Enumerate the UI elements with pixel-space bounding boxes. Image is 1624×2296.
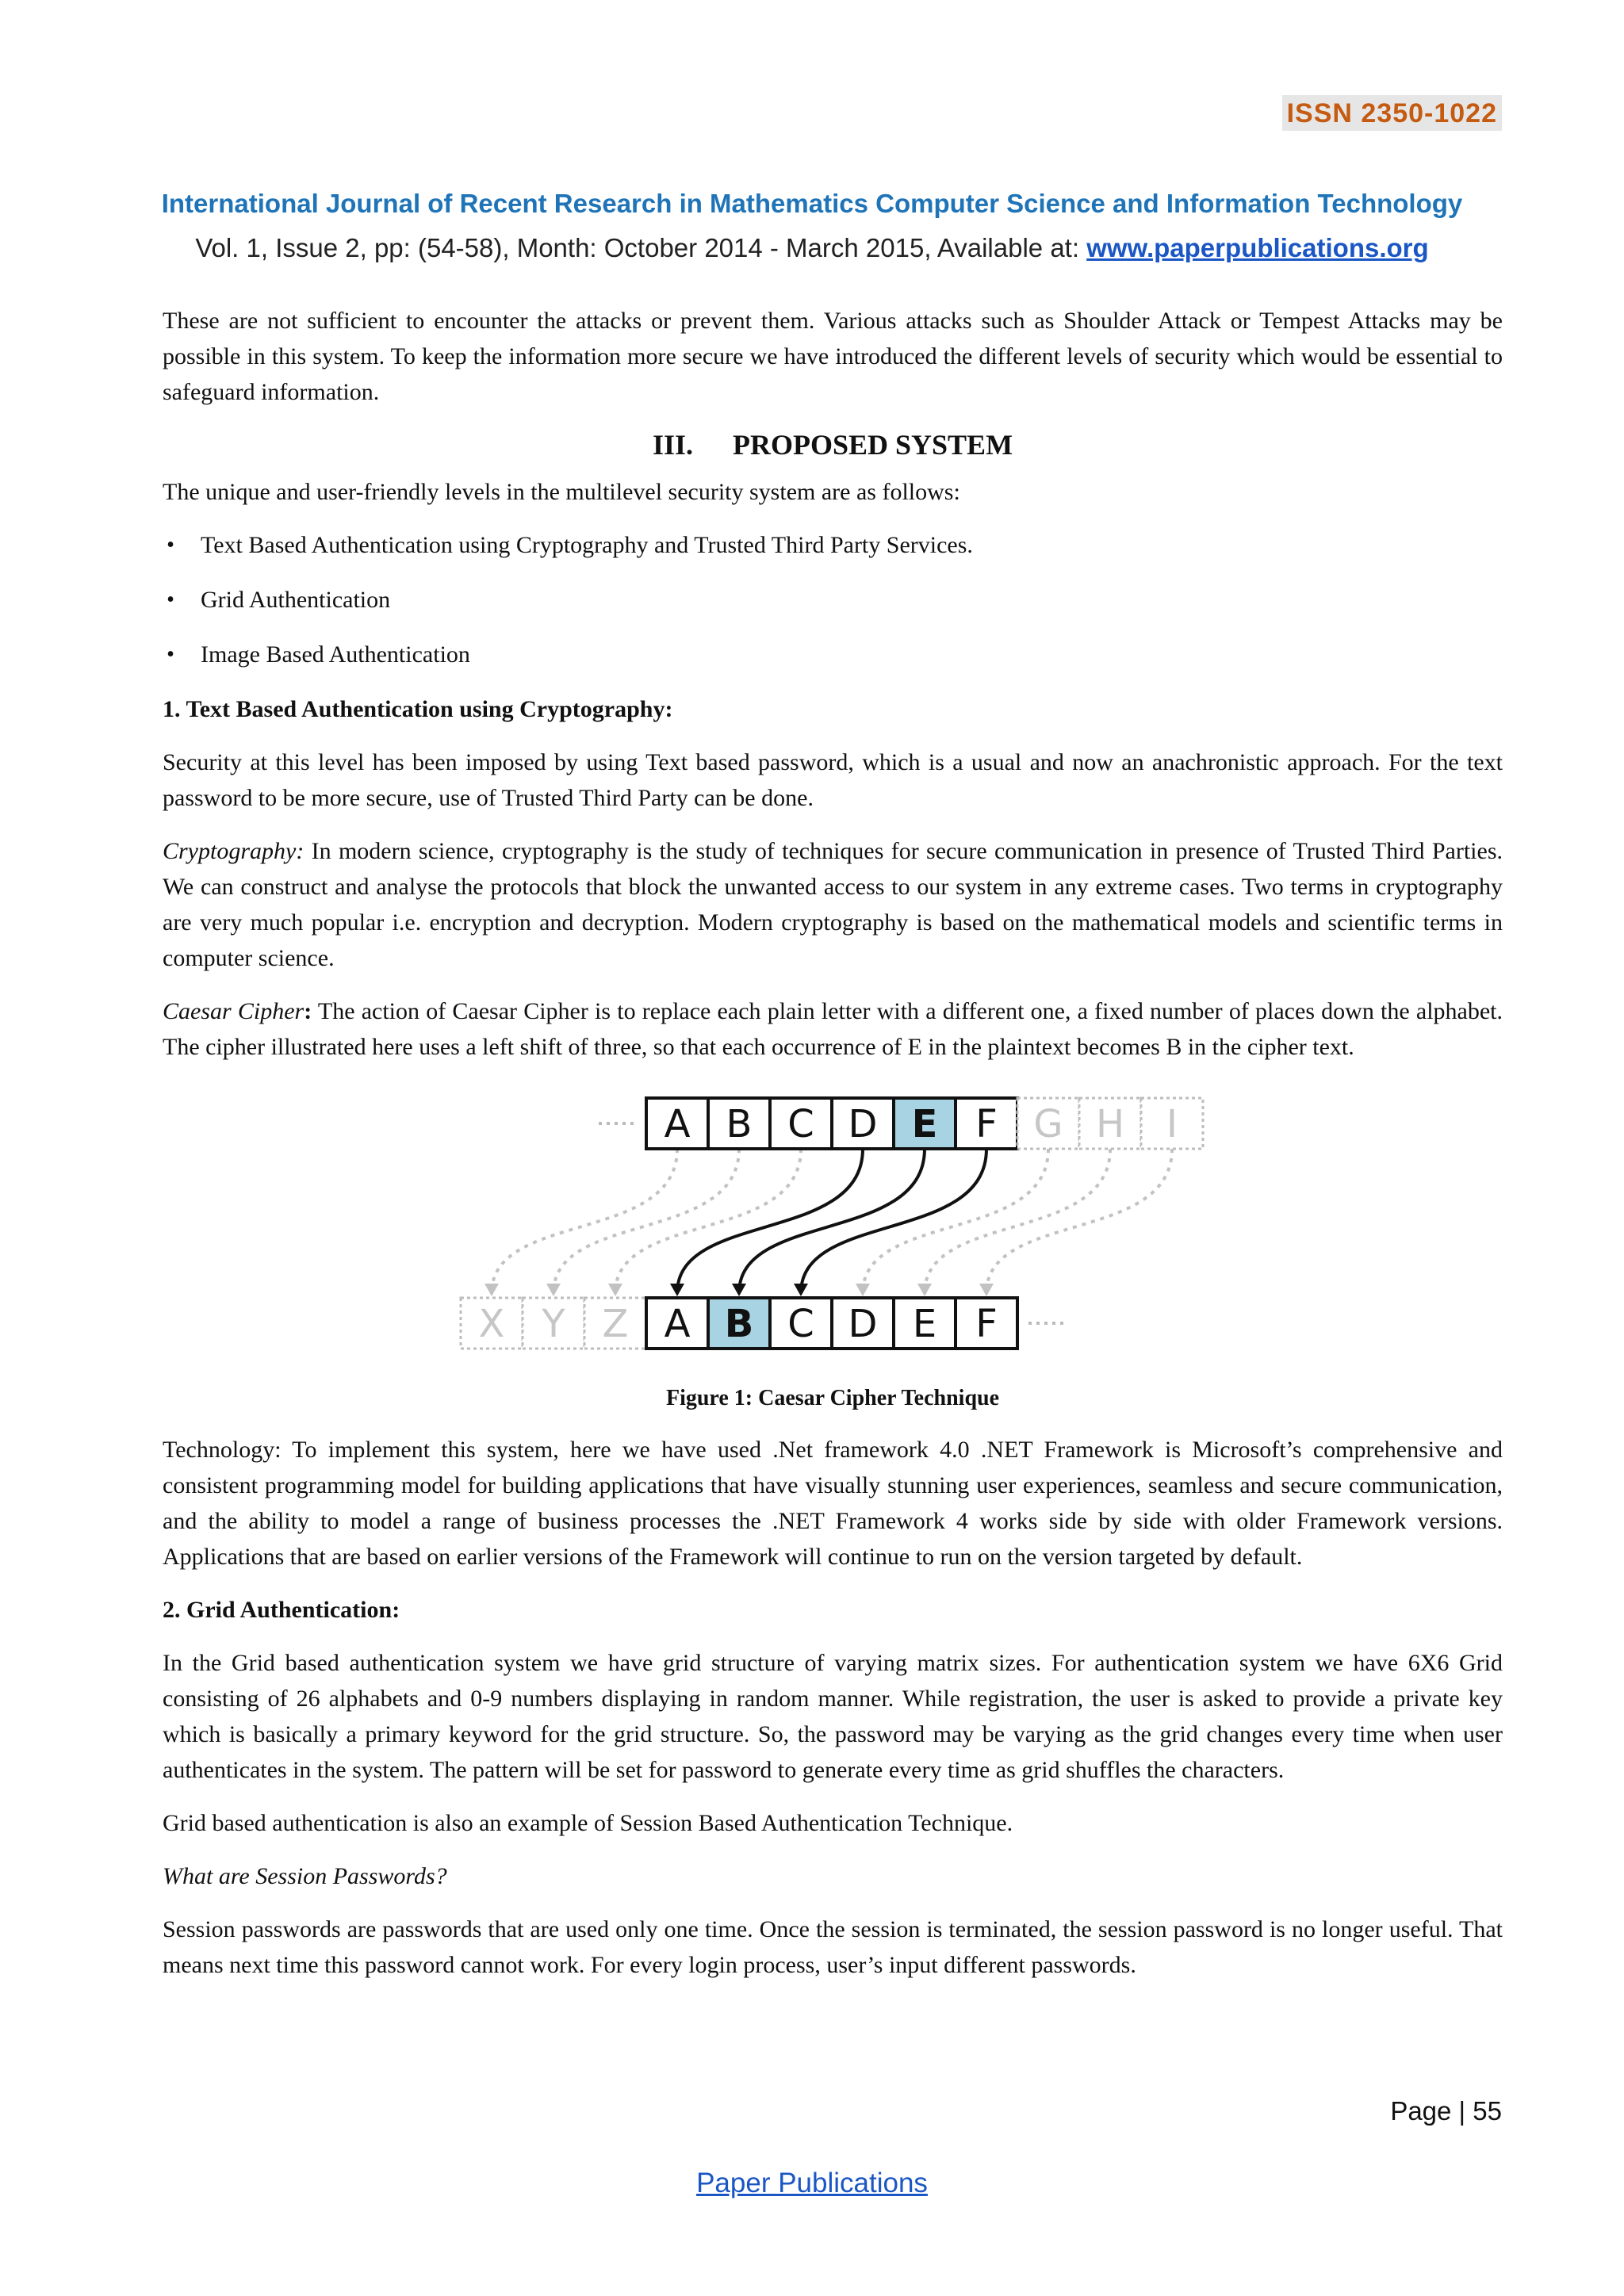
caesar-text: The action of Caesar Cipher is to replace each plain letter with a different one, a fixed number of places down the alphabet. The cipher illustrated here uses a left shift of three, so that each occurrence of E in the plaintext becomes B in the cipher text. bbox=[163, 998, 1503, 1060]
journal-title: International Journal of Recent Research in Mathematics Computer Science and Information Technology bbox=[161, 189, 1463, 218]
technology-paragraph: Technology: To implement this system, here we have used .Net framework 4.0 .NET Framework is Microsoft’s comprehensive and consistent programming model for building applications that have visually stunning user experiences, seamless and secure communication, and the ability to model a range of business processes the .NET Framework 4 works side by side with older Framework versions. Applications that are based on earlier versions of the Framework will continue to run on the version targeted by default. bbox=[163, 1437, 1503, 1570]
arrowhead-icon bbox=[670, 1284, 684, 1296]
subheading-text-auth: 1. Text Based Authentication using Cryptography: bbox=[163, 696, 673, 722]
mapping-arrow bbox=[492, 1149, 677, 1293]
arrowhead-icon bbox=[608, 1284, 622, 1296]
journal-subtitle bbox=[0, 233, 1624, 263]
cryptography-label: Cryptography: bbox=[163, 838, 304, 864]
arrowhead-icon bbox=[979, 1284, 994, 1296]
top-cell-letter: D bbox=[848, 1102, 878, 1146]
mapping-arrow bbox=[615, 1149, 801, 1293]
levels-list bbox=[163, 527, 1503, 672]
security-paragraph: Security at this level has been imposed by using Text based password, which is a usual and now an anachronistic approach. For the text password to be more secure, use of Trusted Third Party can be done. bbox=[163, 749, 1503, 811]
cryptography-paragraph bbox=[163, 833, 1503, 976]
mapping-arrow bbox=[863, 1149, 1048, 1293]
bottom-cell-letter: A bbox=[664, 1302, 691, 1346]
bullet-icon: • bbox=[167, 642, 174, 667]
top-cell-letter: F bbox=[975, 1102, 998, 1146]
intro-paragraph: These are not sufficient to encounter the attacks or prevent them. Various attacks such as Shoulder Attack or Tempest Attacks may be possible in this system. To keep the information more secure we have introduced the different levels of security which would be essential to safeguard information. bbox=[163, 308, 1503, 405]
top-cell-letter: C bbox=[787, 1102, 814, 1146]
bottom-cell-letter: F bbox=[975, 1302, 998, 1346]
section-heading bbox=[163, 427, 1503, 463]
bottom-cell-letter: Z bbox=[602, 1302, 629, 1346]
caesar-paragraph bbox=[163, 993, 1503, 1065]
top-cell-letter: B bbox=[726, 1102, 753, 1146]
caesar-label: Caesar Cipher bbox=[163, 998, 304, 1024]
top-cell-letter: E bbox=[911, 1102, 938, 1146]
footer bbox=[0, 2168, 1624, 2199]
grid-paragraph: In the Grid based authentication system we have grid structure of varying matrix sizes. For authentication system we have 6X6 Grid consisting of 26 alphabets and 0-9 numbers displaying in random manner. While registration, the user is asked to provide a private key which is basically a primary keyword for the grid structure. So, the password may be varying as the grid changes every time when user authenticates in the system. The pattern will be set for password to generate every time as grid shuffles the characters. bbox=[163, 1650, 1503, 1783]
bullet-icon: • bbox=[167, 533, 174, 557]
page-number: Page | 55 bbox=[1390, 2096, 1502, 2126]
figure-caption: Figure 1: Caesar Cipher Technique bbox=[665, 1386, 1000, 1410]
bottom-cell-letter: D bbox=[848, 1302, 878, 1346]
caesar-cipher-figure bbox=[163, 1082, 1503, 1377]
bottom-cell-letter: X bbox=[478, 1302, 505, 1346]
mapping-arrow bbox=[677, 1149, 863, 1293]
list-item bbox=[163, 637, 1503, 672]
mapping-arrow bbox=[553, 1149, 739, 1293]
arrowhead-icon bbox=[546, 1284, 561, 1296]
list-item bbox=[163, 582, 1503, 618]
issn-label: ISSN 2350-1022 bbox=[1282, 95, 1502, 131]
article-body bbox=[163, 303, 1503, 2000]
journal-volume-info: Vol. 1, Issue 2, pp: (54-58), Month: October 2014 - March 2015, Available at: bbox=[195, 233, 1087, 262]
mapping-arrow bbox=[986, 1149, 1172, 1293]
arrowhead-icon bbox=[794, 1284, 808, 1296]
mapping-arrow bbox=[739, 1149, 925, 1293]
levels-paragraph: The unique and user-friendly levels in the multilevel security system are as follows: bbox=[163, 479, 960, 505]
list-item-text: Grid Authentication bbox=[201, 587, 391, 613]
bottom-cell-letter: B bbox=[724, 1302, 754, 1346]
top-cell-letter: G bbox=[1033, 1102, 1063, 1146]
mapping-arrow bbox=[801, 1149, 986, 1293]
list-item-text: Text Based Authentication using Cryptography and Trusted Third Party Services. bbox=[201, 532, 973, 558]
bottom-cell-letter: Y bbox=[542, 1302, 565, 1346]
bullet-icon: • bbox=[167, 587, 174, 612]
arrowhead-icon bbox=[917, 1284, 932, 1296]
session-question: What are Session Passwords? bbox=[163, 1863, 447, 1889]
subheading-grid-auth: 2. Grid Authentication: bbox=[163, 1597, 400, 1623]
session-based-paragraph: Grid based authentication is also an example of Session Based Authentication Technique. bbox=[163, 1810, 1013, 1836]
arrowhead-icon bbox=[732, 1284, 746, 1296]
publisher-link[interactable]: Paper Publications bbox=[696, 2168, 928, 2198]
top-cell-letter: I bbox=[1166, 1102, 1178, 1146]
section-title: PROPOSED SYSTEM bbox=[732, 429, 1013, 461]
bottom-cell-letter: E bbox=[912, 1302, 937, 1346]
mapping-arrow bbox=[925, 1149, 1110, 1293]
journal-website-link[interactable]: www.paperpublications.org bbox=[1086, 233, 1429, 262]
arrowhead-icon bbox=[485, 1284, 499, 1296]
top-cell-letter: A bbox=[664, 1102, 691, 1146]
arrowhead-icon bbox=[856, 1284, 870, 1296]
session-paragraph: Session passwords are passwords that are used only one time. Once the session is terminated, the session password is no longer useful. That means next time this password cannot work. For every login process, user’s input different passwords. bbox=[163, 1916, 1503, 1978]
caesar-colon: : bbox=[304, 998, 312, 1024]
caesar-cipher-diagram bbox=[163, 1082, 1503, 1377]
bottom-cell-letter: C bbox=[787, 1302, 814, 1346]
list-item bbox=[163, 527, 1503, 563]
section-number: III. bbox=[652, 429, 693, 461]
cryptography-text: In modern science, cryptography is the study of techniques for secure communication in presence of Trusted Third Parties. We can construct and analyse the protocols that block the unwanted access to our system in any extreme cases. Two terms in cryptography are very much popular i.e. encryption and decryption. Modern cryptography is based on the mathematical models and scientific terms in computer science. bbox=[163, 838, 1503, 971]
top-cell-letter: H bbox=[1095, 1102, 1125, 1146]
list-item-text: Image Based Authentication bbox=[201, 641, 470, 668]
